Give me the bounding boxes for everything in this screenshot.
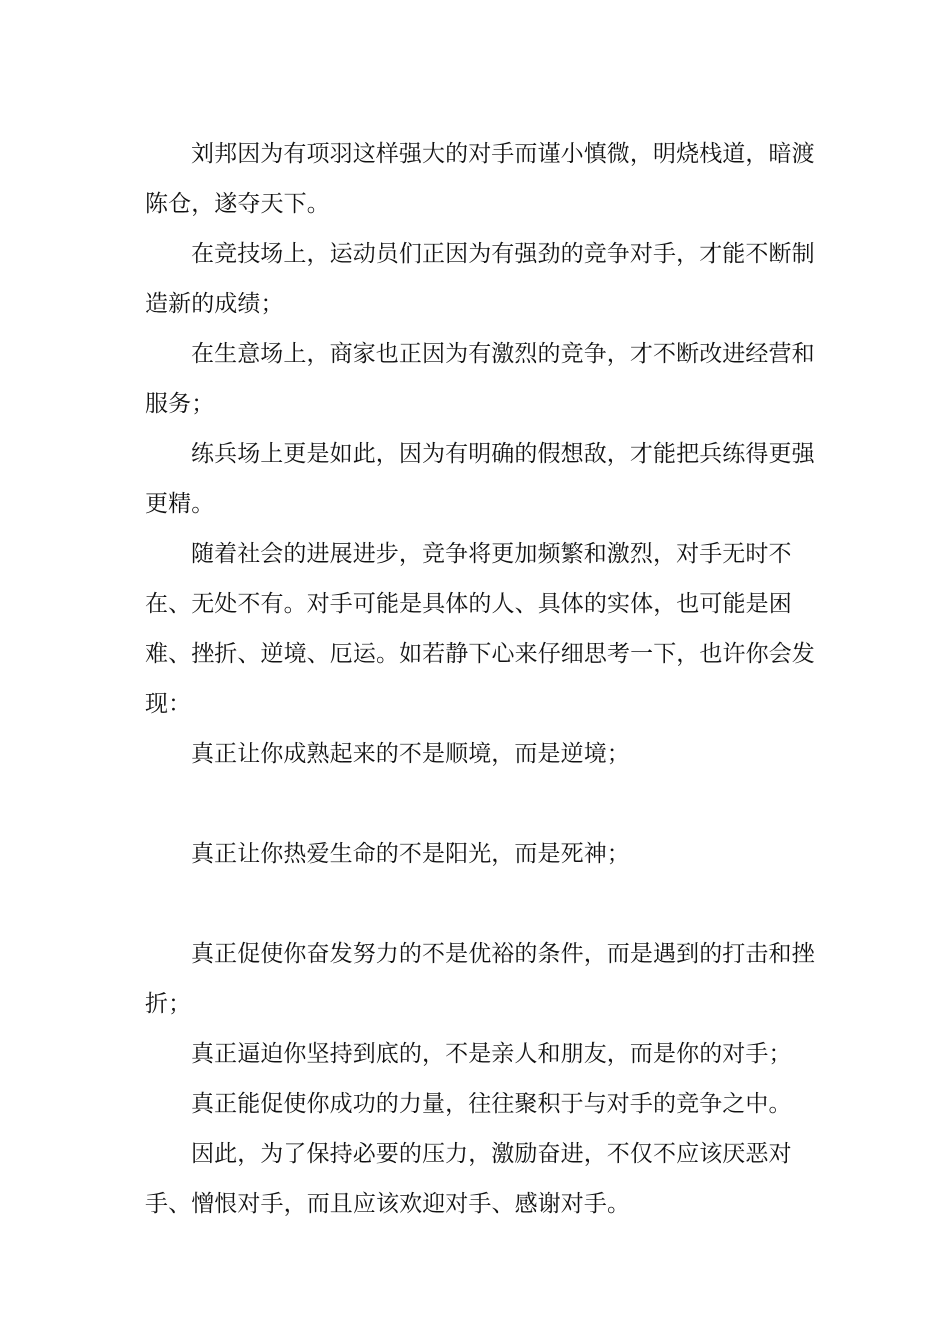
paragraph-social-progress: 随着社会的进展进步，竞争将更加频繁和激烈，对手无时不在、无处不有。对手可能是具体的人、具体的实体，也可能是困难、挫折、逆境、厄运。如若静下心来仔细思考一下，也许你会发现：	[145, 541, 815, 717]
paragraph-business: 在生意场上，商家也正因为有激烈的竞争，才不断改进经营和服务；	[145, 341, 815, 417]
document-body	[145, 129, 825, 1229]
paragraph-liu-bang: 刘邦因为有项羽这样强大的对手而谨小慎微，明烧栈道，暗渡陈仓，遂夺天下。	[145, 141, 815, 217]
paragraph-conclusion: 因此，为了保持必要的压力，激励奋进，不仅不应该厌恶对手、憎恨对手，而且应该欢迎对手、感谢对手。	[145, 1141, 792, 1217]
paragraph-opponent: 真正逼迫你坚持到底的，不是亲人和朋友，而是你的对手；	[191, 1041, 792, 1067]
paragraph-training-ground: 练兵场上更是如此，因为有明确的假想敌，才能把兵练得更强更精。	[145, 441, 815, 517]
paragraph-success-power: 真正能促使你成功的力量，往往聚积于与对手的竞争之中。	[191, 1091, 792, 1117]
paragraph-setbacks: 真正促使你奋发努力的不是优裕的条件，而是遇到的打击和挫折；	[145, 941, 815, 1017]
paragraph-sports-arena: 在竞技场上，运动员们正因为有强劲的竞争对手，才能不断制造新的成绩；	[145, 241, 815, 317]
paragraph-adversity: 真正让你成熟起来的不是顺境，而是逆境；	[191, 741, 630, 767]
paragraph-love-life: 真正让你热爱生命的不是阳光，而是死神；	[191, 841, 630, 867]
